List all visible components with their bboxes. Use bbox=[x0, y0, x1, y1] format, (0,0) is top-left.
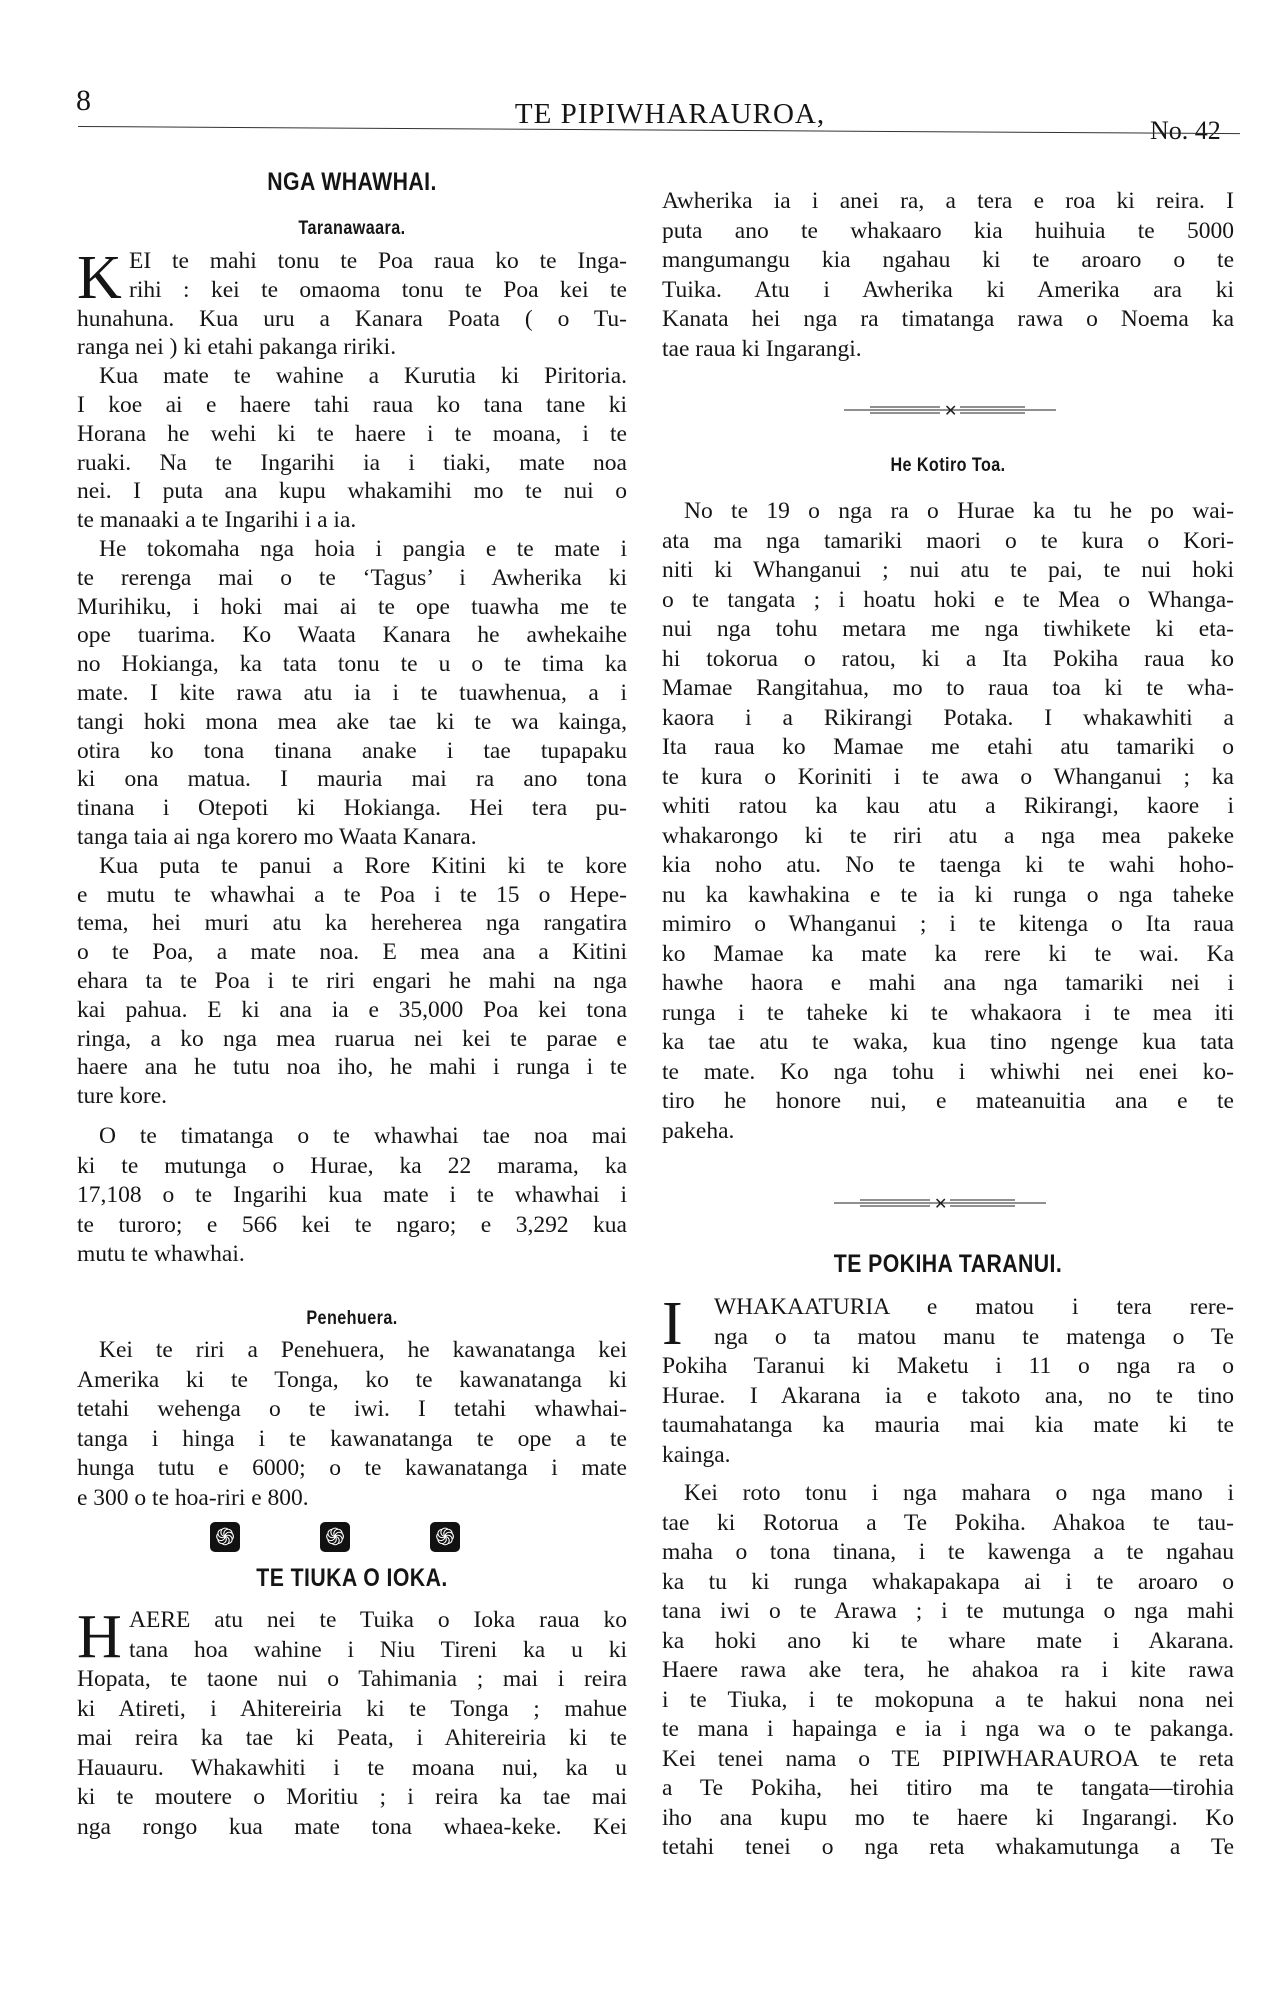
svg-text:✕: ✕ bbox=[934, 1196, 948, 1213]
text-line: mimiro o Whanganui ; i te kitenga o Ita raua bbox=[662, 911, 1234, 937]
text-line: ope tuarima. Ko Waata Kanara he awhekaihe bbox=[77, 622, 627, 649]
text-line: tetahi wehenga o te iwi. I tetahi whawhai- bbox=[77, 1396, 627, 1422]
article-pokiha-intro bbox=[662, 1290, 1234, 1470]
text-line: hunga tutu e 6000; o te kawanatanga i mate bbox=[77, 1455, 627, 1481]
text-line: kia noho atu. No te taenga ki te wahi hoho- bbox=[662, 852, 1234, 878]
article-transvaal bbox=[77, 244, 627, 1111]
text-line: kainga. bbox=[662, 1441, 731, 1468]
text-line: Murihiku, i hoki mai ai te ope tuawha me te bbox=[77, 593, 627, 620]
article-duke-of-york bbox=[77, 1603, 627, 1842]
text-line: AERE atu nei te Tuika o Ioka raua ko bbox=[129, 1607, 627, 1633]
text-line: mangumangu kia ngahau ki te aroaro o te bbox=[662, 247, 1234, 273]
text-line: te mate. Ko nga tohu i whiwhi nei enei ko- bbox=[662, 1058, 1234, 1085]
text-line: taumahatanga ka mauria mai kia mate ki te bbox=[662, 1412, 1234, 1438]
text-line: 17,108 o te Ingarihi kua mate i te whawhai i bbox=[77, 1182, 627, 1208]
text-line: no Hokianga, ka tata tonu te u o te tima ka bbox=[77, 651, 627, 678]
subheading-he-kotiro-toa: He Kotiro Toa. bbox=[890, 455, 1006, 476]
text-line: a Te Pokiha, hei titiro ma te tangata—tirohia bbox=[662, 1775, 1234, 1801]
text-line: He tokomaha nga hoia i pangia e te mate i bbox=[99, 535, 627, 562]
text-line: haere ana he tutu noa iho, he mahi i runga i te bbox=[77, 1054, 627, 1081]
article-duke-continued bbox=[662, 187, 1234, 364]
article-pokiha-body bbox=[662, 1479, 1234, 1863]
text-line: nei. I puta ana kupu whakamihi mo te nui o bbox=[77, 478, 627, 505]
ornament-icon: ֍ bbox=[210, 1522, 240, 1552]
drop-cap: K bbox=[77, 244, 122, 312]
text-line: Haere rawa ake tera, he ahakoa ra i kite rawa bbox=[662, 1657, 1234, 1683]
heading-nga-whawhai: NGA WHAWHAI. bbox=[267, 168, 437, 196]
text-line: WHAKAATURIA e matou i tera rere- bbox=[714, 1294, 1234, 1320]
text-line: I koe ai e haere tahi raua ko tana tane ki bbox=[77, 391, 627, 418]
text-line: e 300 o te hoa-riri e 800. bbox=[77, 1484, 309, 1511]
text-line: Hopata, te taone nui o Tahimania ; mai i reira bbox=[77, 1666, 627, 1692]
text-line: o te tangata ; i hoatu hoki e te Mea o Whanga- bbox=[662, 586, 1234, 613]
text-line: mate. I kite rawa atu ia i te tuawhenua, a i bbox=[77, 679, 627, 706]
text-line: whakarongo ki te riri atu a nga mea pakeke bbox=[662, 822, 1234, 849]
text-line: tangi hoki mona mea ake tae ki te wa kainga, bbox=[77, 708, 627, 735]
text-line: Hauauru. Whakawhiti i te moana nui, ka u bbox=[77, 1754, 627, 1781]
text-line: tana iwi o te Arawa ; i te mutunga o nga mahi bbox=[662, 1598, 1234, 1624]
text-line: ki Atireti, i Ahitereiria ki te Tonga ; mahue bbox=[77, 1695, 627, 1722]
text-line: tana hoa wahine i Niu Tireni ka u ki bbox=[129, 1636, 627, 1663]
text-line: tae ki Rotorua a Te Pokiha. Ahakoa te tau- bbox=[662, 1509, 1234, 1536]
text-line: nui nga tohu metara me nga tiwhikete ki eta- bbox=[662, 616, 1234, 642]
text-line: ki te mutunga o Hurae, ka 22 marama, ka bbox=[77, 1152, 627, 1179]
text-line: nu ka kawhakina e te ia ki runga o nga taheke bbox=[662, 881, 1234, 908]
text-line: tiro he honore nui, e mateanuitia ana e te bbox=[662, 1088, 1234, 1114]
text-line: o te Poa, a mate noa. E mea ana a Kitini bbox=[77, 939, 627, 966]
text-line: Hurae. I Akarana ia e takoto ana, no te tino bbox=[662, 1382, 1234, 1409]
text-line: ka hoki ano ki te whare mate i Akarana. bbox=[662, 1627, 1234, 1654]
ornament-icon: ֍ bbox=[320, 1522, 350, 1552]
issue-number: No. 42 bbox=[1150, 116, 1221, 145]
article-paraguay bbox=[77, 1336, 627, 1513]
text-line: Amerika ki te Tonga, ko te kawanatanga ki bbox=[77, 1366, 627, 1393]
text-line: ture kore. bbox=[77, 1083, 168, 1110]
text-line: ruaki. Na te Ingarihi ia i tiaki, mate noa bbox=[77, 449, 627, 476]
text-line: te mana i hapainga e ia i nga wa o te pakanga. bbox=[662, 1716, 1234, 1742]
text-line: Horana he wehi ki te haere i te moana, i te bbox=[77, 420, 627, 447]
text-line: nga o ta matou manu te matenga o Te bbox=[714, 1323, 1234, 1350]
article-brave-girl bbox=[662, 497, 1234, 1146]
text-line: hunahuna. Kua uru a Kanara Poata ( o Tu- bbox=[77, 305, 627, 332]
text-line: te manaaki a te Ingarihi i a ia. bbox=[77, 507, 357, 534]
text-line: Kei tenei nama o TE PIPIWHARAUROA te reta bbox=[662, 1745, 1234, 1772]
text-line: ringa, a ko nga mea ruarua nei kei te parae e bbox=[77, 1025, 627, 1052]
text-line: Awherika ia i anei ra, a tera e roa ki reira. I bbox=[662, 188, 1234, 214]
masthead-title: TE PIPIWHARAUROA, bbox=[514, 98, 826, 130]
text-line: e mutu te whawhai a te Poa i te 15 o Hepe- bbox=[77, 881, 627, 908]
text-line: kai pahua. E ki ana ia e 35,000 Poa kei tona bbox=[77, 996, 627, 1023]
text-line: tema, hei muri atu ka hereherea nga rangatira bbox=[77, 910, 627, 937]
heading-te-pokiha-taranui: TE POKIHA TARANUI. bbox=[833, 1250, 1063, 1278]
text-line: O te timatanga o te whawhai tae noa mai bbox=[99, 1123, 627, 1149]
drop-cap: I bbox=[662, 1290, 683, 1358]
text-line: iho ana kupu mo te haere ki Ingarangi. Ko bbox=[662, 1804, 1234, 1831]
text-line: Pokiha Taranui ki Maketu i 11 o nga ra o bbox=[662, 1353, 1234, 1379]
text-line: Ita raua ko Mamae me etahi atu tamariki o bbox=[662, 734, 1234, 760]
page-number: 8 bbox=[76, 84, 91, 117]
section-divider bbox=[840, 400, 1060, 420]
text-line: maha o tona tinana, i te kawenga a te ngahau bbox=[662, 1539, 1234, 1565]
text-line: Tuika. Atu i Awherika ki Amerika ara ki bbox=[662, 276, 1234, 303]
text-line: niti ki Whanganui ; nui atu te pai, te nui hoki bbox=[662, 557, 1234, 583]
text-line: puta ano te whakaaro kia huihuia te 5000 bbox=[662, 217, 1234, 244]
text-line: Kei roto tonu i nga mahara o nga mano i bbox=[684, 1480, 1234, 1506]
text-line: tinana i Otepoti ki Hokianga. Hei tera pu- bbox=[77, 795, 627, 822]
text-line: ehara ta te Poa i te riri engari he mahi na nga bbox=[77, 967, 627, 994]
article-casualties bbox=[77, 1122, 627, 1270]
text-line: tae raua ki Ingarangi. bbox=[662, 335, 862, 362]
text-line: te turoro; e 566 kei te ngaro; e 3,292 kua bbox=[77, 1211, 627, 1238]
text-line: hawhe haora e mahi ana nga tamariki nei i bbox=[662, 970, 1234, 996]
text-line: te kura o Koriniti i te awa o Whanganui ; ka bbox=[662, 763, 1234, 790]
text-line: ki ona matua. I mauria mai ra ano tona bbox=[77, 766, 627, 793]
section-divider bbox=[830, 1193, 1050, 1213]
text-line: nga rongo kua mate tona whaea-keke. Kei bbox=[77, 1813, 627, 1840]
text-line: hi tokorua o ratou, ki a Ita Pokiha raua ko bbox=[662, 645, 1234, 672]
text-line: rihi : kei te omaoma tonu te Poa kei te bbox=[129, 276, 627, 303]
drop-cap: H bbox=[77, 1603, 122, 1671]
text-line: ka tu ki runga whakapakapa ai i te aroaro o bbox=[662, 1568, 1234, 1595]
text-line: runga i te taheke ki te whakaora i te mea iti bbox=[662, 999, 1234, 1026]
text-line: kaora i a Rikirangi Potaka. I whakawhiti a bbox=[662, 704, 1234, 731]
text-line: No te 19 o nga ra o Hurae ka tu he po wai- bbox=[684, 498, 1234, 524]
subheading-taranawaara: Taranawaara. bbox=[298, 218, 406, 239]
text-line: whiti ratou ka kau atu a Rikirangi, kaore i bbox=[662, 793, 1234, 819]
svg-text:✕: ✕ bbox=[944, 403, 958, 420]
text-line: ata ma nga tamariki maori o te kura o Kori- bbox=[662, 527, 1234, 554]
text-line: Mamae Rangitahua, mo to raua toa ki te wha- bbox=[662, 675, 1234, 701]
ornament-row bbox=[210, 1522, 460, 1552]
text-line: mai reira ka tae ki Peata, i Ahitereiria ki te bbox=[77, 1725, 627, 1751]
text-line: Kua mate te wahine a Kurutia ki Piritoria. bbox=[99, 363, 627, 390]
text-line: ki te moutere o Moritiu ; i reira ka tae mai bbox=[77, 1784, 627, 1810]
text-line: mutu te whawhai. bbox=[77, 1241, 245, 1267]
text-line: ranga nei ) ki etahi pakanga ririki. bbox=[77, 334, 397, 361]
text-line: EI te mahi tonu te Poa raua ko te Inga- bbox=[129, 248, 627, 274]
text-line: tanga taia ai nga korero mo Waata Kanara. bbox=[77, 823, 477, 850]
text-line: pakeha. bbox=[662, 1117, 735, 1144]
text-line: otira ko tona tinana anake i tae tupapaku bbox=[77, 737, 627, 764]
text-line: Kanata hei nga ra timatanga rawa o Noema ka bbox=[662, 306, 1234, 332]
subheading-penehuera: Penehuera. bbox=[306, 1308, 398, 1329]
text-line: ka tae atu te waka, kua tino ngenge kua tata bbox=[662, 1029, 1234, 1055]
text-line: ko Mamae ka mate ka rere ki te wai. Ka bbox=[662, 940, 1234, 967]
text-line: te rerenga mai o te ‘Tagus’ i Awherika ki bbox=[77, 564, 627, 591]
text-line: tetahi tenei o nga reta whakamutunga a Te bbox=[662, 1834, 1234, 1860]
ornament-icon: ֍ bbox=[430, 1522, 460, 1552]
text-line: i te Tiuka, i te mokopuna a te hakui nona nei bbox=[662, 1686, 1234, 1713]
text-line: tanga i hinga i te kawanatanga te ope a te bbox=[77, 1425, 627, 1452]
text-line: Kua puta te panui a Rore Kitini ki te kore bbox=[99, 852, 627, 879]
heading-te-tiuka-o-ioka: TE TIUKA O IOKA. bbox=[256, 1564, 448, 1592]
text-line: Kei te riri a Penehuera, he kawanatanga kei bbox=[99, 1337, 627, 1363]
